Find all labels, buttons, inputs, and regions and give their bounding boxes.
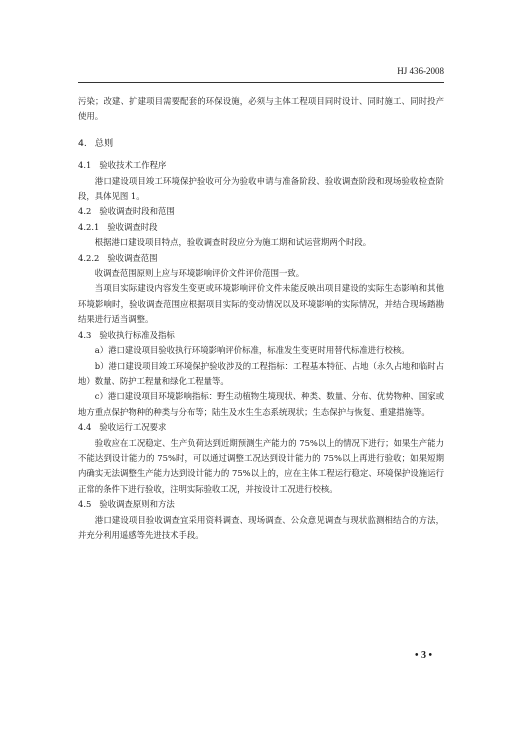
subsection-heading: [78, 220, 444, 235]
heading-number: 4.1: [78, 160, 92, 171]
heading-number: 4.2.1: [78, 221, 100, 232]
body-paragraph: 收调查范围原则上应与环境影响评价文件评价范围一致。: [94, 268, 305, 279]
header-rule: [78, 82, 444, 83]
section-heading: [78, 136, 444, 151]
heading-number: 4.3: [78, 329, 92, 340]
heading-number: 4.2: [78, 206, 92, 217]
heading-title: 验收调查时段: [107, 221, 158, 232]
document-body: [78, 94, 444, 543]
heading-title: 验收技术工作程序: [99, 160, 167, 171]
subsection-heading: [78, 497, 444, 512]
body-paragraph: c）港口建设项目环境影响指标：野生动植物生境现状、种类、数量、分布、优势物种、国家或地方重点保护物种的种类与分布等；陆生及水生生态系统现状；生态保护与恢复、重建措施等。: [78, 391, 444, 417]
body-paragraph: b）港口建设项目竣工环境保护验收涉及的工程指标：工程基本特征、占地（永久占地和临时占地）数量、防护工程量和绿化工程量等。: [78, 360, 444, 386]
body-paragraph: 污染；改建、扩建项目需要配套的环保设施，必须与主体工程项目同时设计、同时施工、同时投产使用。: [78, 96, 444, 122]
subsection-heading: [78, 158, 444, 173]
heading-number: 4.4: [78, 422, 92, 433]
page-number: • 3 •: [414, 650, 432, 661]
subsection-heading: [78, 420, 444, 435]
heading-title: 验收运行工况要求: [99, 422, 167, 433]
subsection-heading: [78, 204, 444, 219]
body-paragraph: 根据港口建设项目特点，验收调查时段应分为施工期和试运营期两个时段。: [94, 237, 372, 248]
subsection-heading: [78, 251, 444, 266]
heading-title: 总则: [94, 137, 114, 149]
standard-number: HJ 436-2008: [397, 66, 444, 76]
heading-title: 验收执行标准及指标: [99, 329, 175, 340]
heading-title: 验收调查范围: [107, 252, 158, 263]
body-paragraph: 当项目实际建设内容发生变更或环境影响评价文件未能反映出项目建设的实际生态影响和其他环境影响时，验收调查范围应根据项目实际的变动情况以及环境影响的实际情况，并结合现场踏勘结果进行适当调整。: [78, 283, 444, 325]
body-paragraph: 验收应在工况稳定、生产负荷达到近期预测生产能力的 75%以上的情况下进行；如果生产能力不能达到设计能力的 75%时，可以通过调整工况达到设计能力的 75%以上再进行验收；如果短期内确实无法调整生产能力达到设计能力的 75%以上的，应在主体工程运行稳定、环境保护设施运行正常的条件下进行验收，注明实际验收工况，并按设计工况进行校核。: [78, 437, 444, 494]
subsection-heading: [78, 328, 444, 343]
heading-number: 4.5: [78, 499, 92, 510]
heading-number: 4.: [78, 137, 87, 149]
body-paragraph: a）港口建设项目验收执行环境影响评价标准，标准发生变更时用替代标准进行校核。: [94, 345, 410, 356]
body-paragraph: 港口建设项目验收调查宜采用资料调查、现场调查、公众意见调查与现状监测相结合的方法，并充分利用遥感等先进技术手段。: [78, 514, 444, 540]
heading-title: 验收调查原则和方法: [99, 499, 175, 510]
heading-title: 验收调查时段和范围: [99, 206, 175, 217]
heading-number: 4.2.2: [78, 252, 100, 263]
body-paragraph: 港口建设项目竣工环境保护验收可分为验收申请与准备阶段、验收调查阶段和现场验收检查阶段，具体见图 1。: [78, 175, 444, 202]
